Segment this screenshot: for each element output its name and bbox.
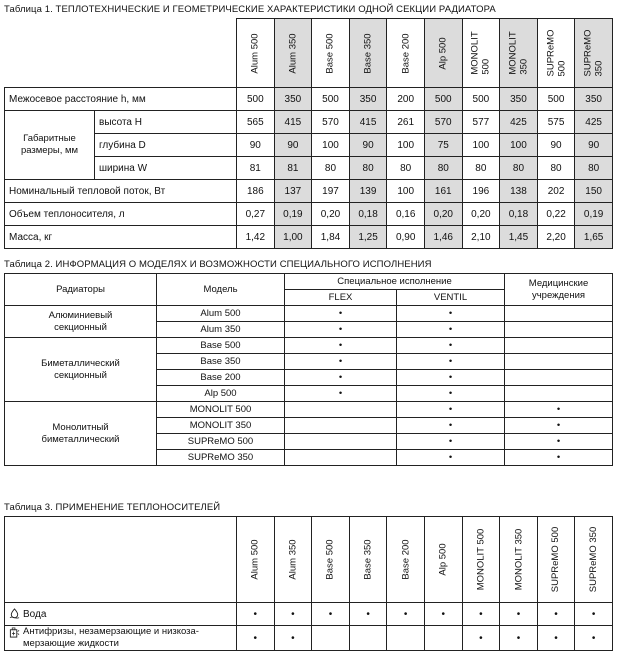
ventil-cell: • <box>397 338 505 354</box>
model-cell: Base 500 <box>157 338 285 354</box>
col-header-model <box>537 517 575 603</box>
value-cell: • <box>424 603 462 626</box>
row-group-label <box>5 111 95 180</box>
value-cell: 350 <box>274 88 312 111</box>
flex-cell: • <box>285 370 397 386</box>
value-cell: • <box>237 626 275 651</box>
antifreeze-icon <box>9 627 20 638</box>
flex-cell <box>285 418 397 434</box>
model-name: Alp 500 <box>437 543 449 576</box>
col-header-model <box>500 517 538 603</box>
col-header-model <box>274 19 312 88</box>
model-cell: Base 350 <box>157 354 285 370</box>
value-cell: 1,25 <box>349 226 387 249</box>
col-header-model: Модель <box>157 274 285 306</box>
model-name: Alp 500 <box>437 36 449 70</box>
medical-cell: • <box>505 450 613 466</box>
model-name: Base 500 <box>324 539 336 580</box>
ventil-cell: • <box>397 306 505 322</box>
table-row <box>5 203 613 226</box>
value-cell: 138 <box>500 180 538 203</box>
value-cell: 100 <box>387 134 425 157</box>
value-cell: • <box>312 603 350 626</box>
value-cell: 90 <box>237 134 275 157</box>
model-name: Base 350 <box>362 32 374 74</box>
value-cell: 500 <box>424 88 462 111</box>
value-cell: 1,00 <box>274 226 312 249</box>
model-name: SUPReMO 500 <box>545 29 568 77</box>
radiator-group-label: Биметаллический секционный <box>5 338 157 402</box>
model-cell: Base 200 <box>157 370 285 386</box>
model-cell: Alum 500 <box>157 306 285 322</box>
model-name: SUPReMO 350 <box>588 526 600 593</box>
table-row <box>5 111 613 134</box>
value-cell: • <box>462 603 500 626</box>
ventil-cell: • <box>397 402 505 418</box>
flex-cell <box>285 434 397 450</box>
medical-cell <box>505 338 613 354</box>
value-cell: 570 <box>312 111 350 134</box>
value-cell: 1,84 <box>312 226 350 249</box>
model-name: Alum 500 <box>249 539 261 580</box>
table-row <box>5 180 613 203</box>
value-cell: 80 <box>575 157 613 180</box>
col-header-model <box>424 19 462 88</box>
table-row <box>5 157 613 180</box>
value-cell: • <box>387 603 425 626</box>
value-cell: 500 <box>312 88 350 111</box>
model-cell: Alum 350 <box>157 322 285 338</box>
group-label-text: Габаритные размеры, мм <box>20 133 79 156</box>
value-cell: 0,19 <box>274 203 312 226</box>
table3-header-row <box>5 517 613 603</box>
model-name: Alum 350 <box>287 539 299 580</box>
model-name: Base 200 <box>400 32 412 74</box>
row-label: Номинальный тепловой поток, Вт <box>5 180 237 203</box>
medical-cell: • <box>505 434 613 450</box>
value-cell: 2,20 <box>537 226 575 249</box>
flex-cell: • <box>285 354 397 370</box>
value-cell: 1,65 <box>575 226 613 249</box>
table-row <box>5 226 613 249</box>
col-header-model <box>349 517 387 603</box>
medical-cell <box>505 306 613 322</box>
value-cell: • <box>500 626 538 651</box>
col-header-flex: FLEX <box>285 290 397 306</box>
row-label: Масса, кг <box>5 226 237 249</box>
value-cell: • <box>462 626 500 651</box>
model-cell: Alp 500 <box>157 386 285 402</box>
value-cell: 150 <box>575 180 613 203</box>
col-header-ventil: VENTIL <box>397 290 505 306</box>
value-cell: • <box>349 603 387 626</box>
col-header-model <box>349 19 387 88</box>
value-cell: • <box>237 603 275 626</box>
value-cell: 415 <box>349 111 387 134</box>
flex-cell: • <box>285 306 397 322</box>
value-cell: 161 <box>424 180 462 203</box>
value-cell: 425 <box>575 111 613 134</box>
value-cell: 139 <box>349 180 387 203</box>
model-name: Base 500 <box>324 32 336 74</box>
value-cell <box>312 626 350 651</box>
row-label-antifreeze <box>5 626 237 651</box>
row-label-text: Антифризы, незамерзающие и низкоза-мерзающие жидкости <box>23 626 199 649</box>
value-cell: 1,45 <box>500 226 538 249</box>
ventil-cell: • <box>397 450 505 466</box>
model-name: SUPReMO 500 <box>550 526 562 593</box>
col-header-model <box>537 19 575 88</box>
value-cell <box>387 626 425 651</box>
col-header-radiators: Радиаторы <box>5 274 157 306</box>
value-cell: 350 <box>575 88 613 111</box>
value-cell: 197 <box>312 180 350 203</box>
value-cell: 100 <box>387 180 425 203</box>
value-cell: • <box>274 626 312 651</box>
table-models-special <box>4 273 613 466</box>
value-cell: • <box>575 626 613 651</box>
value-cell: 500 <box>537 88 575 111</box>
table-row <box>5 306 613 322</box>
value-cell: 350 <box>500 88 538 111</box>
col-header-special: Специальное исполнение <box>285 274 505 290</box>
value-cell: 100 <box>500 134 538 157</box>
row-label: ширина W <box>95 157 237 180</box>
value-cell: 1,42 <box>237 226 275 249</box>
col-header-model <box>387 19 425 88</box>
flex-cell <box>285 402 397 418</box>
medical-cell <box>505 354 613 370</box>
value-cell <box>349 626 387 651</box>
col-header-model <box>500 19 538 88</box>
value-cell: 196 <box>462 180 500 203</box>
value-cell: 575 <box>537 111 575 134</box>
model-name: Alum 500 <box>249 32 261 74</box>
value-cell: • <box>575 603 613 626</box>
value-cell: 350 <box>349 88 387 111</box>
row-label: Межосевое расстояние h, мм <box>5 88 237 111</box>
table-row <box>5 134 613 157</box>
value-cell: 0,90 <box>387 226 425 249</box>
table-row <box>5 626 613 651</box>
value-cell: 425 <box>500 111 538 134</box>
value-cell: 565 <box>237 111 275 134</box>
model-name: MONOLIT 350 <box>512 528 524 591</box>
model-cell: MONOLIT 500 <box>157 402 285 418</box>
value-cell: 0,18 <box>500 203 538 226</box>
col-header-medical <box>505 274 613 306</box>
ventil-cell: • <box>397 370 505 386</box>
value-cell: 90 <box>349 134 387 157</box>
value-cell: 90 <box>274 134 312 157</box>
radiator-group-label: Монолитный биметаллический <box>5 402 157 466</box>
value-cell: 0,19 <box>575 203 613 226</box>
value-cell: 80 <box>349 157 387 180</box>
model-name: Alum 350 <box>287 32 299 74</box>
value-cell: 75 <box>424 134 462 157</box>
value-cell: • <box>274 603 312 626</box>
medical-header-text: Медицинские учреждения <box>528 277 589 301</box>
value-cell: 202 <box>537 180 575 203</box>
table3-corner <box>5 517 237 603</box>
value-cell: 261 <box>387 111 425 134</box>
flex-cell <box>285 450 397 466</box>
value-cell: 80 <box>462 157 500 180</box>
medical-cell: • <box>505 402 613 418</box>
value-cell: 0,22 <box>537 203 575 226</box>
row-label-water <box>5 603 237 626</box>
value-cell: • <box>537 626 575 651</box>
value-cell: 2,10 <box>462 226 500 249</box>
value-cell: 80 <box>387 157 425 180</box>
col-header-model <box>237 19 275 88</box>
value-cell: 0,20 <box>462 203 500 226</box>
table-coolants <box>4 516 613 651</box>
col-header-model <box>575 19 613 88</box>
model-name: MONOLIT 500 <box>475 528 487 591</box>
model-name: Base 350 <box>362 539 374 580</box>
medical-cell <box>505 370 613 386</box>
table2-header-row <box>5 274 613 290</box>
value-cell: 0,20 <box>312 203 350 226</box>
value-cell: 186 <box>237 180 275 203</box>
flex-cell: • <box>285 386 397 402</box>
table2-body <box>5 306 613 466</box>
value-cell: 577 <box>462 111 500 134</box>
value-cell: 415 <box>274 111 312 134</box>
value-cell: 81 <box>237 157 275 180</box>
value-cell: 80 <box>537 157 575 180</box>
col-header-model <box>274 517 312 603</box>
ventil-cell: • <box>397 434 505 450</box>
value-cell: 137 <box>274 180 312 203</box>
value-cell: 500 <box>462 88 500 111</box>
value-cell <box>424 626 462 651</box>
model-name: MONOLIT 500 <box>469 31 492 75</box>
ventil-cell: • <box>397 354 505 370</box>
medical-cell: • <box>505 418 613 434</box>
medical-cell <box>505 386 613 402</box>
value-cell: 500 <box>237 88 275 111</box>
col-header-model <box>387 517 425 603</box>
flex-cell: • <box>285 338 397 354</box>
model-cell: SUPReMO 350 <box>157 450 285 466</box>
value-cell: 80 <box>500 157 538 180</box>
table1-title: Таблица 1. ТЕПЛОТЕХНИЧЕСКИЕ И ГЕОМЕТРИЧЕСКИЕ ХАРАКТЕРИСТИКИ ОДНОЙ СЕКЦИИ РАДИАТОРА <box>4 4 496 15</box>
col-header-model <box>424 517 462 603</box>
value-cell: 0,27 <box>237 203 275 226</box>
table-row <box>5 603 613 626</box>
value-cell: 90 <box>575 134 613 157</box>
value-cell: 0,18 <box>349 203 387 226</box>
table-row <box>5 338 613 354</box>
water-icon <box>9 608 20 619</box>
model-cell: MONOLIT 350 <box>157 418 285 434</box>
col-header-model <box>575 517 613 603</box>
table-row <box>5 402 613 418</box>
value-cell: 0,20 <box>424 203 462 226</box>
radiator-group-label: Алюминиевый секционный <box>5 306 157 338</box>
col-header-model <box>312 517 350 603</box>
ventil-cell: • <box>397 322 505 338</box>
value-cell: 90 <box>537 134 575 157</box>
value-cell: 570 <box>424 111 462 134</box>
medical-cell <box>505 322 613 338</box>
col-header-model <box>237 517 275 603</box>
value-cell: • <box>500 603 538 626</box>
value-cell: 81 <box>274 157 312 180</box>
row-label-text: Вода <box>23 609 47 620</box>
value-cell: 200 <box>387 88 425 111</box>
table3-title: Таблица 3. ПРИМЕНЕНИЕ ТЕПЛОНОСИТЕЛЕЙ <box>4 502 221 513</box>
value-cell: 100 <box>312 134 350 157</box>
ventil-cell: • <box>397 386 505 402</box>
table-thermal-characteristics <box>4 18 613 249</box>
value-cell: • <box>537 603 575 626</box>
model-name: SUPReMO 350 <box>582 29 605 77</box>
table2-title: Таблица 2. ИНФОРМАЦИЯ О МОДЕЛЯХ И ВОЗМОЖНОСТИ СПЕЦИАЛЬНОГО ИСПОЛНЕНИЯ <box>4 259 432 270</box>
value-cell: 80 <box>312 157 350 180</box>
row-label: глубина D <box>95 134 237 157</box>
row-label: высота H <box>95 111 237 134</box>
flex-cell: • <box>285 322 397 338</box>
value-cell: 1,46 <box>424 226 462 249</box>
col-header-model <box>462 19 500 88</box>
model-name: MONOLIT 350 <box>507 31 530 75</box>
model-name: Base 200 <box>400 539 412 580</box>
value-cell: 0,16 <box>387 203 425 226</box>
ventil-cell: • <box>397 418 505 434</box>
model-cell: SUPReMO 500 <box>157 434 285 450</box>
value-cell: 100 <box>462 134 500 157</box>
col-header-model <box>462 517 500 603</box>
row-label: Объем теплоносителя, л <box>5 203 237 226</box>
col-header-model <box>312 19 350 88</box>
table1-header-row <box>5 19 613 88</box>
table-row <box>5 88 613 111</box>
value-cell: 80 <box>424 157 462 180</box>
